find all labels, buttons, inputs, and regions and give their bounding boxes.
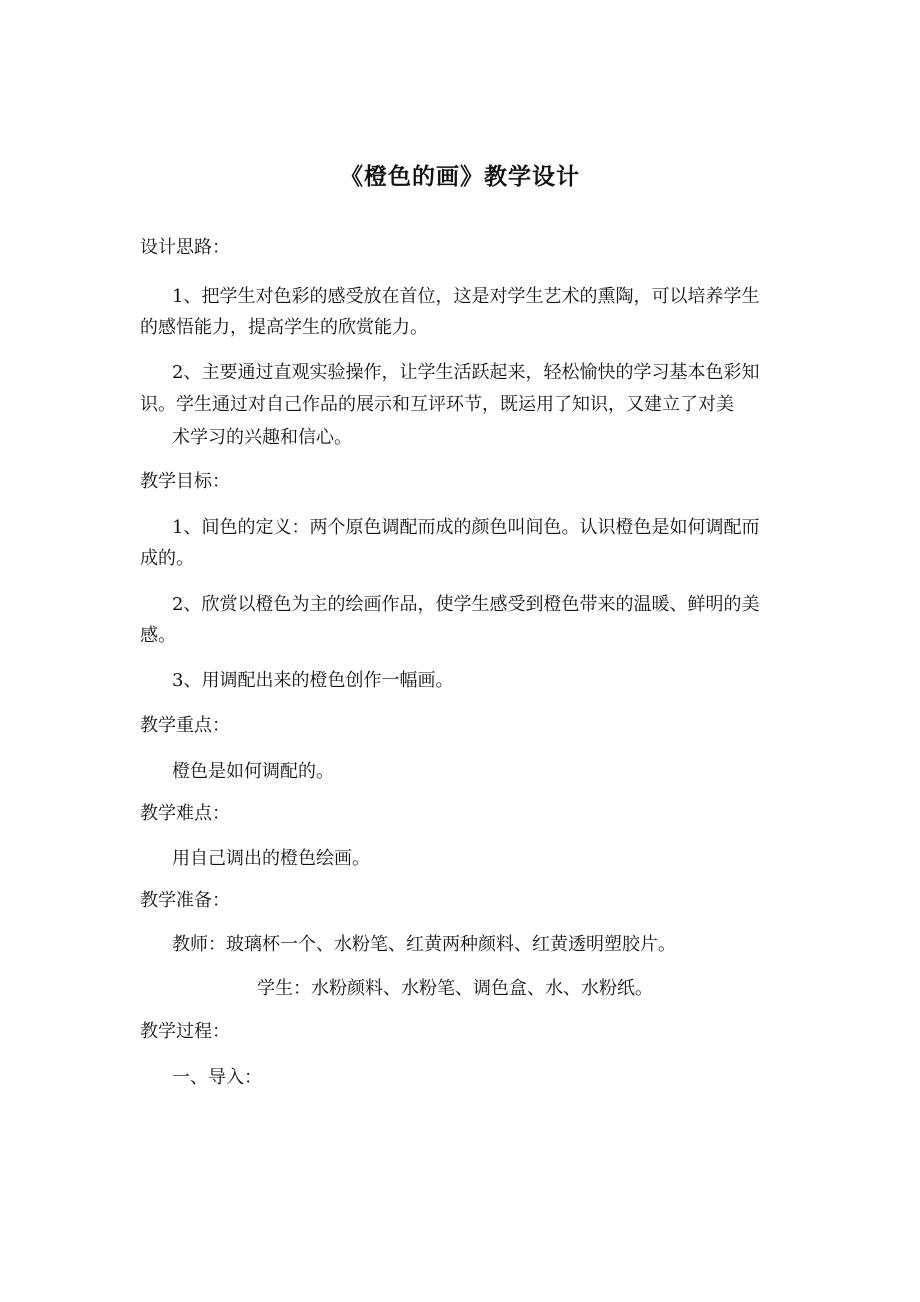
design-idea-paragraph-1-line-1: 1、把学生对色彩的感受放在首位，这是对学生艺术的熏陶，可以培养学生 xyxy=(172,286,760,307)
design-idea-paragraph-2-line-3: 术学习的兴趣和信心。 xyxy=(172,427,352,448)
design-idea-paragraph-2-line-1: 2、主要通过直观实验操作，让学生活跃起来，轻松愉快的学习基本色彩知 xyxy=(172,362,760,383)
design-idea-paragraph-1-line-2: 的感悟能力，提高学生的欣赏能力。 xyxy=(140,317,428,338)
section-heading-process: 教学过程： xyxy=(140,1021,230,1042)
section-heading-difficulty: 教学难点： xyxy=(140,803,230,824)
key-point-text: 橙色是如何调配的。 xyxy=(172,761,334,782)
difficulty-text: 用自己调出的橙色绘画。 xyxy=(172,848,370,869)
section-heading-design-idea: 设计思路： xyxy=(140,237,230,258)
section-heading-key-point: 教学重点： xyxy=(140,715,230,736)
section-heading-preparation: 教学准备： xyxy=(140,890,230,911)
preparation-student: 学生：水粉颜料、水粉笔、调色盒、水、水粉纸。 xyxy=(257,978,653,999)
preparation-teacher: 教师：玻璃杯一个、水粉笔、红黄两种颜料、红黄透明塑胶片。 xyxy=(172,934,676,955)
goal-3: 3、用调配出来的橙色创作一幅画。 xyxy=(172,670,454,691)
goal-2-line-2: 感。 xyxy=(140,625,176,646)
goal-1-line-2: 成的。 xyxy=(140,548,194,569)
goal-2-line-1: 2、欣赏以橙色为主的绘画作品，使学生感受到橙色带来的温暖、鲜明的美 xyxy=(172,594,760,615)
goal-1-line-1: 1、间色的定义：两个原色调配而成的颜色叫间色。认识橙色是如何调配而 xyxy=(172,517,760,538)
section-heading-goals: 教学目标： xyxy=(140,471,230,492)
process-step-1: 一、导入： xyxy=(172,1067,262,1088)
design-idea-paragraph-2-line-2: 识。学生通过对自己作品的展示和互评环节，既运用了知识，又建立了对美 xyxy=(140,394,734,415)
document-title: 《橙色的画》教学设计 xyxy=(340,164,580,190)
